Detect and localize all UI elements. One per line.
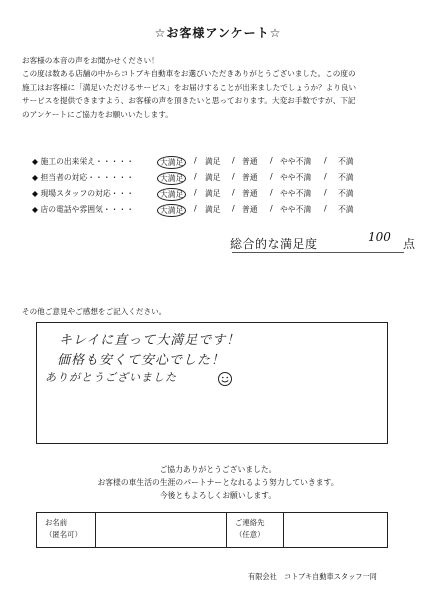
option-separator: / xyxy=(194,188,197,197)
rating-option-selected[interactable]: 大満足 xyxy=(157,204,186,217)
contact-label: ご連絡先 xyxy=(235,518,265,527)
smiley-icon xyxy=(217,371,233,387)
rating-option[interactable]: やや不満 xyxy=(280,189,312,198)
option-separator: / xyxy=(194,156,197,165)
rating-option[interactable]: 普通 xyxy=(242,173,258,182)
option-separator: / xyxy=(270,188,273,197)
rating-option[interactable]: 普通 xyxy=(242,205,258,214)
total-satisfaction-label: 総合的な満足度 xyxy=(230,237,318,251)
name-label-cell xyxy=(37,513,95,547)
rating-option[interactable]: 不満 xyxy=(338,173,354,182)
rating-option[interactable]: 普通 xyxy=(242,189,258,198)
rating-option[interactable]: 満足 xyxy=(205,157,221,166)
intro-line: お客様の本音の声をお聞かせください！ xyxy=(22,56,159,65)
total-satisfaction-unit: 点 xyxy=(403,237,416,251)
rating-option[interactable]: 満足 xyxy=(205,205,221,214)
option-separator: / xyxy=(194,204,197,213)
option-separator: / xyxy=(232,172,235,181)
comment-line: ありがとうございました xyxy=(45,371,177,384)
rating-option[interactable]: 満足 xyxy=(205,173,221,182)
intro-line: 施工はお客様に「満足いただけるサービス」をお届けすることが出来ましたでしょうか？より良い xyxy=(22,82,357,92)
rating-option-selected[interactable]: 大満足 xyxy=(157,172,186,185)
intro-line: この度は数ある店舗の中からコトブキ自動車をお選びいただきありがとうございました。この度の xyxy=(22,69,356,79)
customer-info-table xyxy=(36,512,388,548)
rating-option[interactable]: やや不満 xyxy=(280,173,312,182)
rating-option-selected[interactable]: 大満足 xyxy=(157,156,186,169)
option-separator: / xyxy=(232,156,235,165)
rating-option[interactable]: やや不満 xyxy=(280,205,312,214)
thanks-line: 今後ともよろしくお願いします。 xyxy=(159,491,277,500)
option-separator: / xyxy=(324,204,327,213)
name-label: お名前 xyxy=(45,518,68,527)
rating-question: ◆ 現場スタッフの対応・・・ xyxy=(32,189,135,198)
thanks-line: ご協力ありがとうございました。 xyxy=(159,465,277,474)
intro-text xyxy=(22,54,422,121)
rating-option[interactable]: 不満 xyxy=(338,157,354,166)
intro-line: サービスを提供できますよう、お客様の声を頂きたいと思っております。大変お手数ですが、下記 xyxy=(22,96,356,106)
rating-option[interactable]: 不満 xyxy=(338,189,354,198)
option-separator: / xyxy=(232,204,235,213)
thanks-message xyxy=(0,463,436,502)
rating-question: ◆ 施工の出来栄え・・・・・ xyxy=(32,157,135,166)
comment-prompt: その他ご意見やご感想をご記入ください。 xyxy=(22,307,167,316)
rating-option[interactable]: 普通 xyxy=(242,157,258,166)
thanks-line: お客様の車生活の生涯のパートナーとなれるよう努力していきます。 xyxy=(97,478,339,487)
option-separator: / xyxy=(270,156,273,165)
option-separator: / xyxy=(270,204,273,213)
option-separator: / xyxy=(194,172,197,181)
name-note: （匿名可） xyxy=(45,530,82,539)
option-separator: / xyxy=(324,172,327,181)
option-separator: / xyxy=(324,188,327,197)
rating-option[interactable]: やや不満 xyxy=(280,157,312,166)
option-separator: / xyxy=(232,188,235,197)
option-separator: / xyxy=(270,172,273,181)
total-satisfaction-value: 100 xyxy=(368,230,391,244)
name-field[interactable] xyxy=(96,513,226,547)
survey-title: ☆お客様アンケート☆ xyxy=(154,26,282,40)
contact-label-cell xyxy=(227,513,283,547)
comment-line: 価格も安くて安心でした！ xyxy=(57,353,226,368)
rating-option[interactable]: 不満 xyxy=(338,205,354,214)
rating-option-selected[interactable]: 大満足 xyxy=(157,188,186,201)
intro-line: のアンケートにご協力をお願いいたします。 xyxy=(22,109,173,119)
rating-question: ◆ 担当者の対応・・・・・・ xyxy=(32,173,135,182)
total-underline xyxy=(232,252,404,253)
contact-note: （任意） xyxy=(235,530,265,539)
contact-field[interactable] xyxy=(284,513,387,547)
comment-box xyxy=(36,322,388,444)
rating-option[interactable]: 満足 xyxy=(205,189,221,198)
rating-question: ◆ 店の電話や雰囲気・・・・ xyxy=(32,205,135,214)
option-separator: / xyxy=(324,156,327,165)
comment-line: キレイに直って大満足です！ xyxy=(59,333,241,348)
footer-signature: 有限会社 コトブキ自動車スタッフ一同 xyxy=(248,572,377,581)
